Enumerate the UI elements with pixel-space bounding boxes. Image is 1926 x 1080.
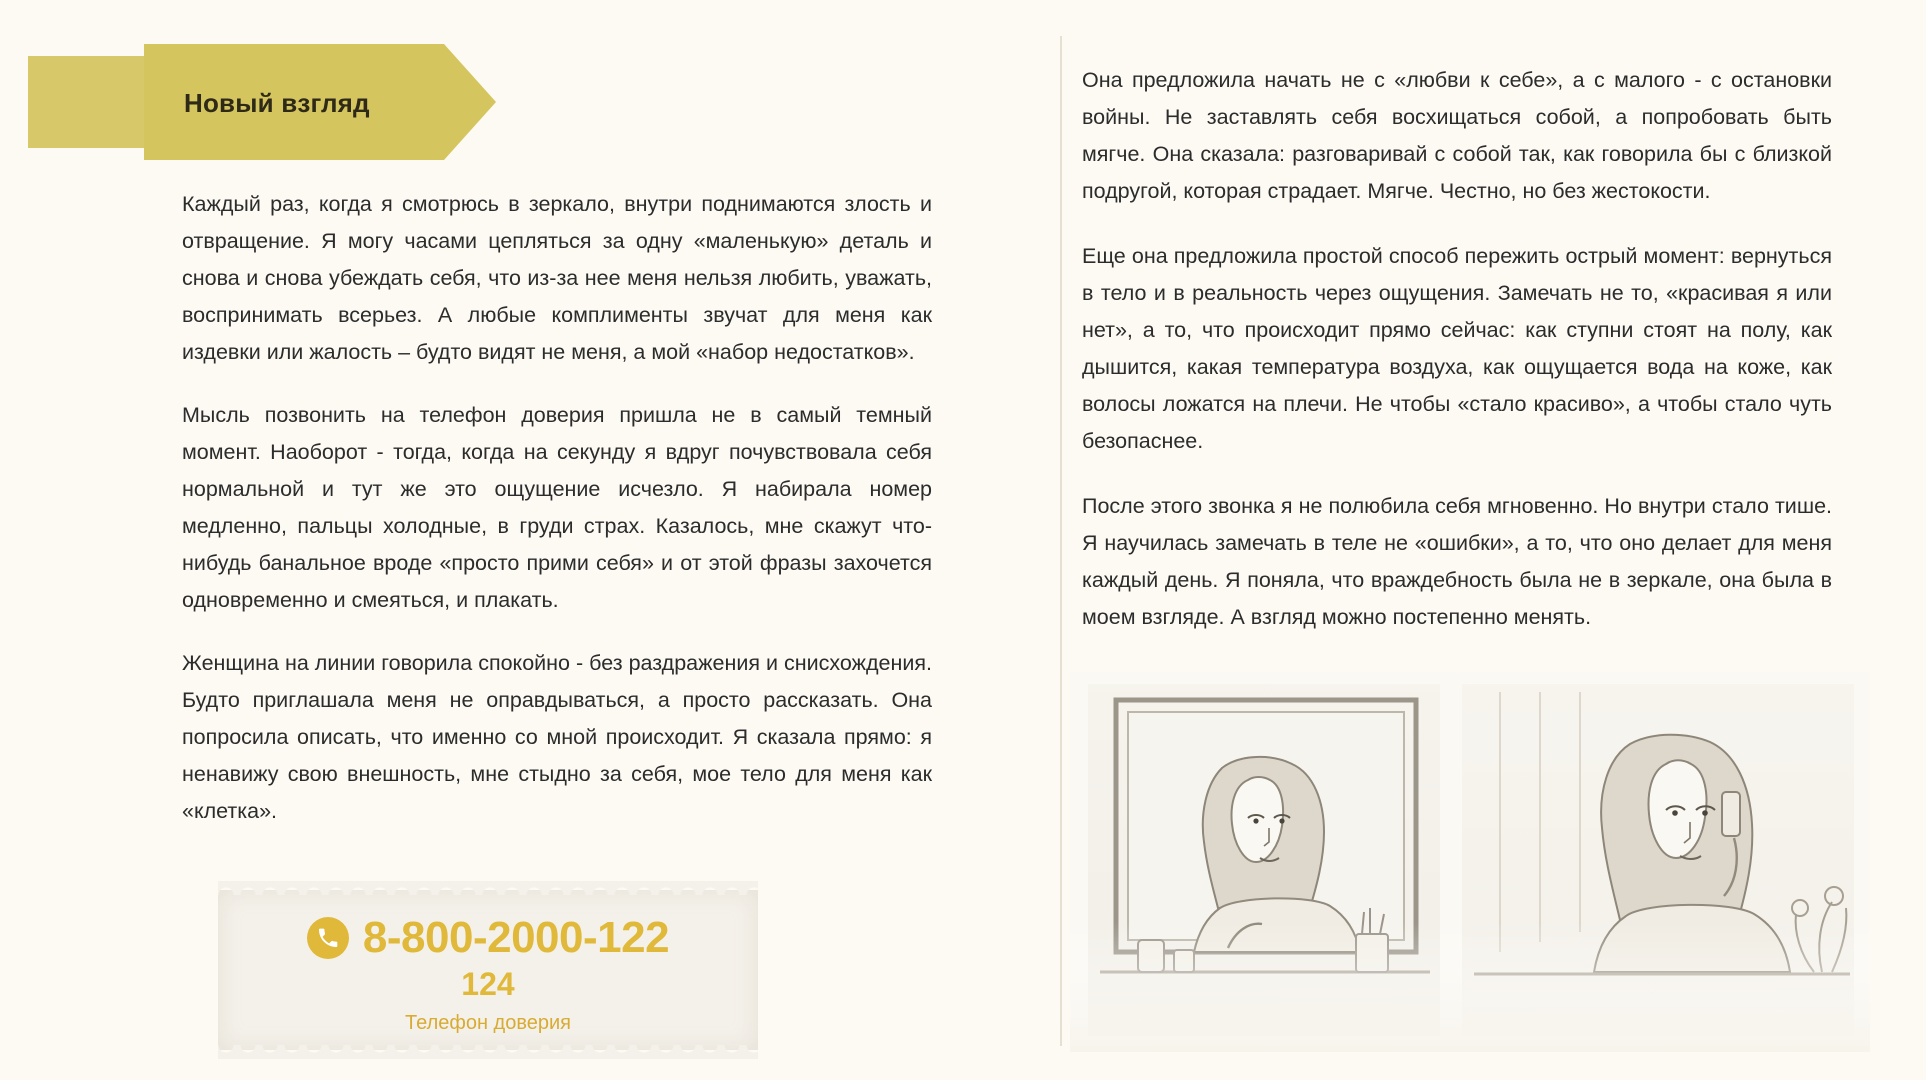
- section-banner: [28, 44, 488, 160]
- paragraph: Мысль позвонить на телефон доверия пришла не в самый темный момент. Наоборот - тогда, когда на секунду я вдруг почувствовала себя нормальной и тут же это ощущение исчезло. Я набирала номер медленно, пальцы холодные, в груди страх. Казалось, мне скажут что-нибудь банальное вроде «просто прими себя» и от этой фразы захочется одновременно и смеяться, и плакать.: [182, 403, 932, 612]
- banner-ribbon-arrow: [444, 44, 496, 160]
- illustration-sketch: [1070, 672, 1870, 1052]
- right-column: [1082, 62, 1832, 664]
- paragraph: Еще она предложила простой способ пережить острый момент: вернуться в тело и в реальность через ощущения. Замечать не то, «красивая я или нет», а то, что происходит прямо сейчас: как ступни стоят на полу, как дышится, какая температура воздуха, как ощущается вода на коже, как волосы ложатся на плечи. Не чтобы «стало красиво», а чтобы стало чуть безопаснее.: [1082, 244, 1832, 453]
- phone-icon: [307, 917, 349, 959]
- column-divider: [1060, 36, 1062, 1046]
- paragraph: Каждый раз, когда я смотрюсь в зеркало, внутри поднимаются злость и отвращение. Я могу часами цепляться за одну «маленькую» деталь и снова и снова убеждать себя, что из-за нее меня нельзя любить, уважать, воспринимать всерьез. А любые комплименты звучат для меня как издевки или жалость – будто видят не меня, а мой «набор недостатков».: [182, 192, 932, 364]
- hotline-caption: Телефон доверия: [405, 1012, 571, 1034]
- section-title: Новый взгляд: [184, 88, 370, 118]
- paragraph: После этого звонка я не полюбила себя мгновенно. Но внутри стало тише. Я научилась замечать в теле не «ошибки», а то, что оно делает для меня каждый день. Я поняла, что враждебность была не в зеркале, она была в моем взгляде. А взгляд можно постепенно менять.: [1082, 494, 1832, 629]
- hotline-number-row: [218, 913, 758, 962]
- hotline-extension: 124: [461, 966, 515, 1002]
- illustration-drawing: [1070, 672, 1870, 1052]
- paragraph: Женщина на линии говорила спокойно - без раздражения и снисхождения. Будто приглашала меня не оправдываться, а просто рассказать. Она попросила описать, что именно со мной происходит. Я сказала прямо: я ненавижу свою внешность, мне стыдно за себя, мое тело для меня как «клетка».: [182, 651, 932, 823]
- banner-ribbon-tail: [28, 56, 158, 148]
- left-column: [182, 186, 932, 856]
- hotline-block: [218, 890, 758, 1050]
- paragraph: Она предложила начать не с «любви к себе», а с малого - с остановки войны. Не заставлять себя восхищаться собой, а попробовать быть мягче. Она сказала: разговаривай с собой так, как говорила бы с близкой подругой, которая страдает. Мягче. Честно, но без жестокости.: [1082, 68, 1832, 203]
- hotline-number: 8-800-2000-122: [362, 913, 670, 962]
